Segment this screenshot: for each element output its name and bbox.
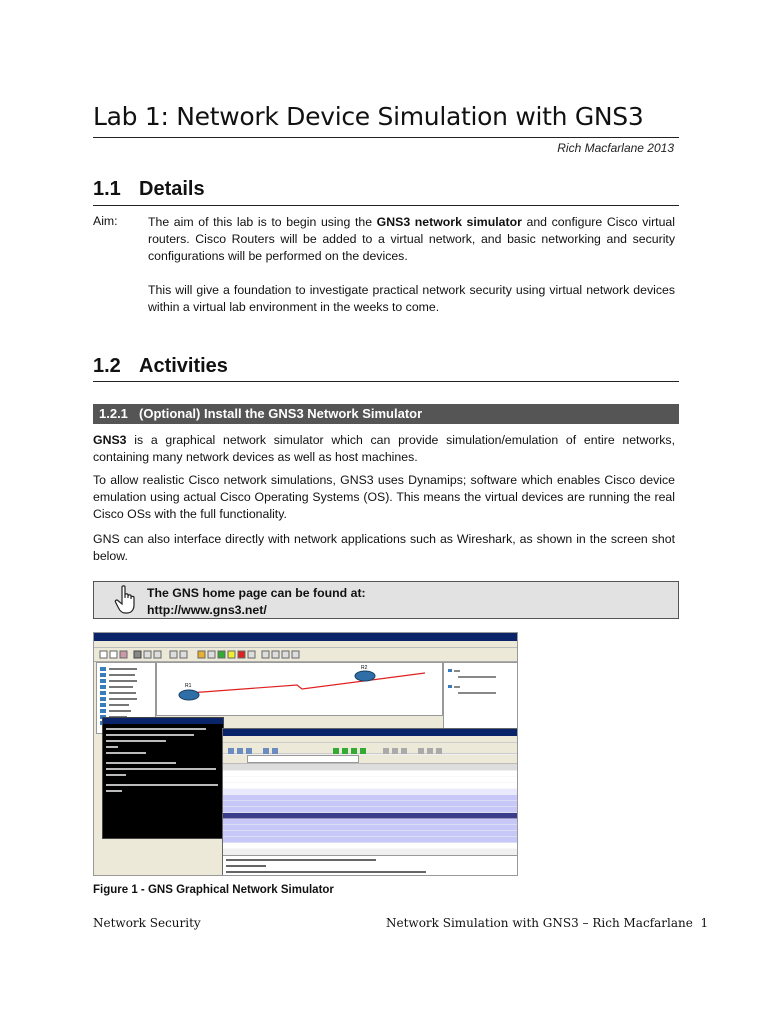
- subsection-heading: [93, 404, 679, 424]
- window-titlebar: [94, 633, 517, 641]
- aim-text-part: The aim of this lab is to begin using the: [148, 215, 377, 229]
- paragraph-dynamips: To allow realistic Cisco network simulations, GNS3 uses Dynamips; software which enables Cisco device emulation using actual Cisco Operating Systems (OS). This means the virtual devices are running the real Cisco OSs with the full functionality.: [93, 473, 675, 521]
- topology-canvas: [156, 662, 443, 716]
- packet-row: [223, 831, 517, 837]
- topology-diagram: [157, 663, 442, 715]
- packet-row: [223, 825, 517, 831]
- pointing-hand-icon: [114, 585, 140, 615]
- page-title: Lab 1: Network Device Simulation with GNS3: [93, 102, 644, 131]
- subsection-number: 1.2.1: [99, 406, 128, 421]
- menu-bar: [94, 641, 517, 648]
- page-number: 1: [700, 916, 709, 930]
- packet-row: [223, 843, 517, 849]
- gns3-home-link[interactable]: http://www.gns3.net/: [147, 603, 267, 617]
- section-heading-activities: [93, 355, 228, 378]
- aim-text-bold: GNS3 network simulator: [376, 215, 522, 229]
- packet-row: [223, 813, 517, 819]
- wireshark-window: [222, 728, 518, 876]
- author-line: Rich Macfarlane 2013: [557, 141, 674, 155]
- packet-row: [223, 837, 517, 843]
- packet-row: [223, 801, 517, 807]
- router-r2-label: R2: [361, 665, 368, 671]
- packet-row: [223, 819, 517, 825]
- toolbar: [94, 648, 517, 662]
- packet-row: [223, 789, 517, 795]
- packet-details-lines: [223, 856, 517, 876]
- aim-paragraph-2: This will give a foundation to investigate practical network security using virtual network devices within a virtual lab environment in the weeks to come.: [148, 283, 675, 314]
- summary-items: [444, 663, 517, 733]
- wireshark-filter-bar: [223, 755, 517, 764]
- console-output: [103, 724, 223, 838]
- packet-row: [223, 783, 517, 789]
- packet-row: [223, 777, 517, 783]
- console-window: [102, 717, 224, 839]
- packet-row: [223, 795, 517, 801]
- subsection-title: (Optional) Install the GNS3 Network Simulator: [139, 406, 423, 421]
- packet-row: [223, 807, 517, 813]
- packet-details: [223, 855, 517, 876]
- section-number: 1.1: [93, 178, 121, 200]
- paragraph-text: is a graphical network simulator which can provide simulation/emulation of entire networks, containing many network devices as well as host machines.: [93, 433, 675, 464]
- topology-summary-panel: [443, 662, 518, 734]
- title-rule: [93, 137, 679, 138]
- figure-caption: Figure 1 - GNS Graphical Network Simulator: [93, 884, 334, 896]
- paragraph-wireshark: GNS can also interface directly with network applications such as Wireshark, as shown in the screen shot below.: [93, 532, 675, 563]
- packet-row: [223, 771, 517, 777]
- aim-paragraph-1: [148, 214, 675, 265]
- section-rule: [93, 205, 679, 206]
- wireshark-menu: [223, 736, 517, 743]
- note-box: [93, 581, 679, 619]
- wireshark-toolbar: [223, 743, 517, 754]
- note-line-1: The GNS home page can be found at:: [147, 586, 366, 600]
- footer-right-text: Network Simulation with GNS3 – Rich Macfarlane: [386, 916, 693, 930]
- section-title: Activities: [139, 355, 228, 377]
- aim-label: Aim:: [93, 214, 118, 228]
- section-number: 1.2: [93, 355, 121, 377]
- gns3-screenshot-figure: [93, 632, 518, 876]
- footer-left: Network Security: [93, 916, 201, 930]
- gns3-bold: GNS3: [93, 433, 127, 447]
- paragraph-gns3-intro: [93, 432, 675, 466]
- packet-list: [223, 764, 517, 850]
- toolbar-icons: [94, 648, 334, 661]
- section-title: Details: [139, 178, 205, 200]
- aim-text-part: and configure Cisco virtual routers. Cisco Routers will be added to a virtual network, and basic networking and security configurations will be performed on the devices.: [148, 215, 675, 263]
- router-r1-label: R1: [185, 683, 192, 689]
- section-rule: [93, 381, 679, 382]
- wireshark-toolbar-icons: [223, 746, 517, 756]
- footer-right: [386, 916, 708, 930]
- section-heading-details: [93, 178, 205, 201]
